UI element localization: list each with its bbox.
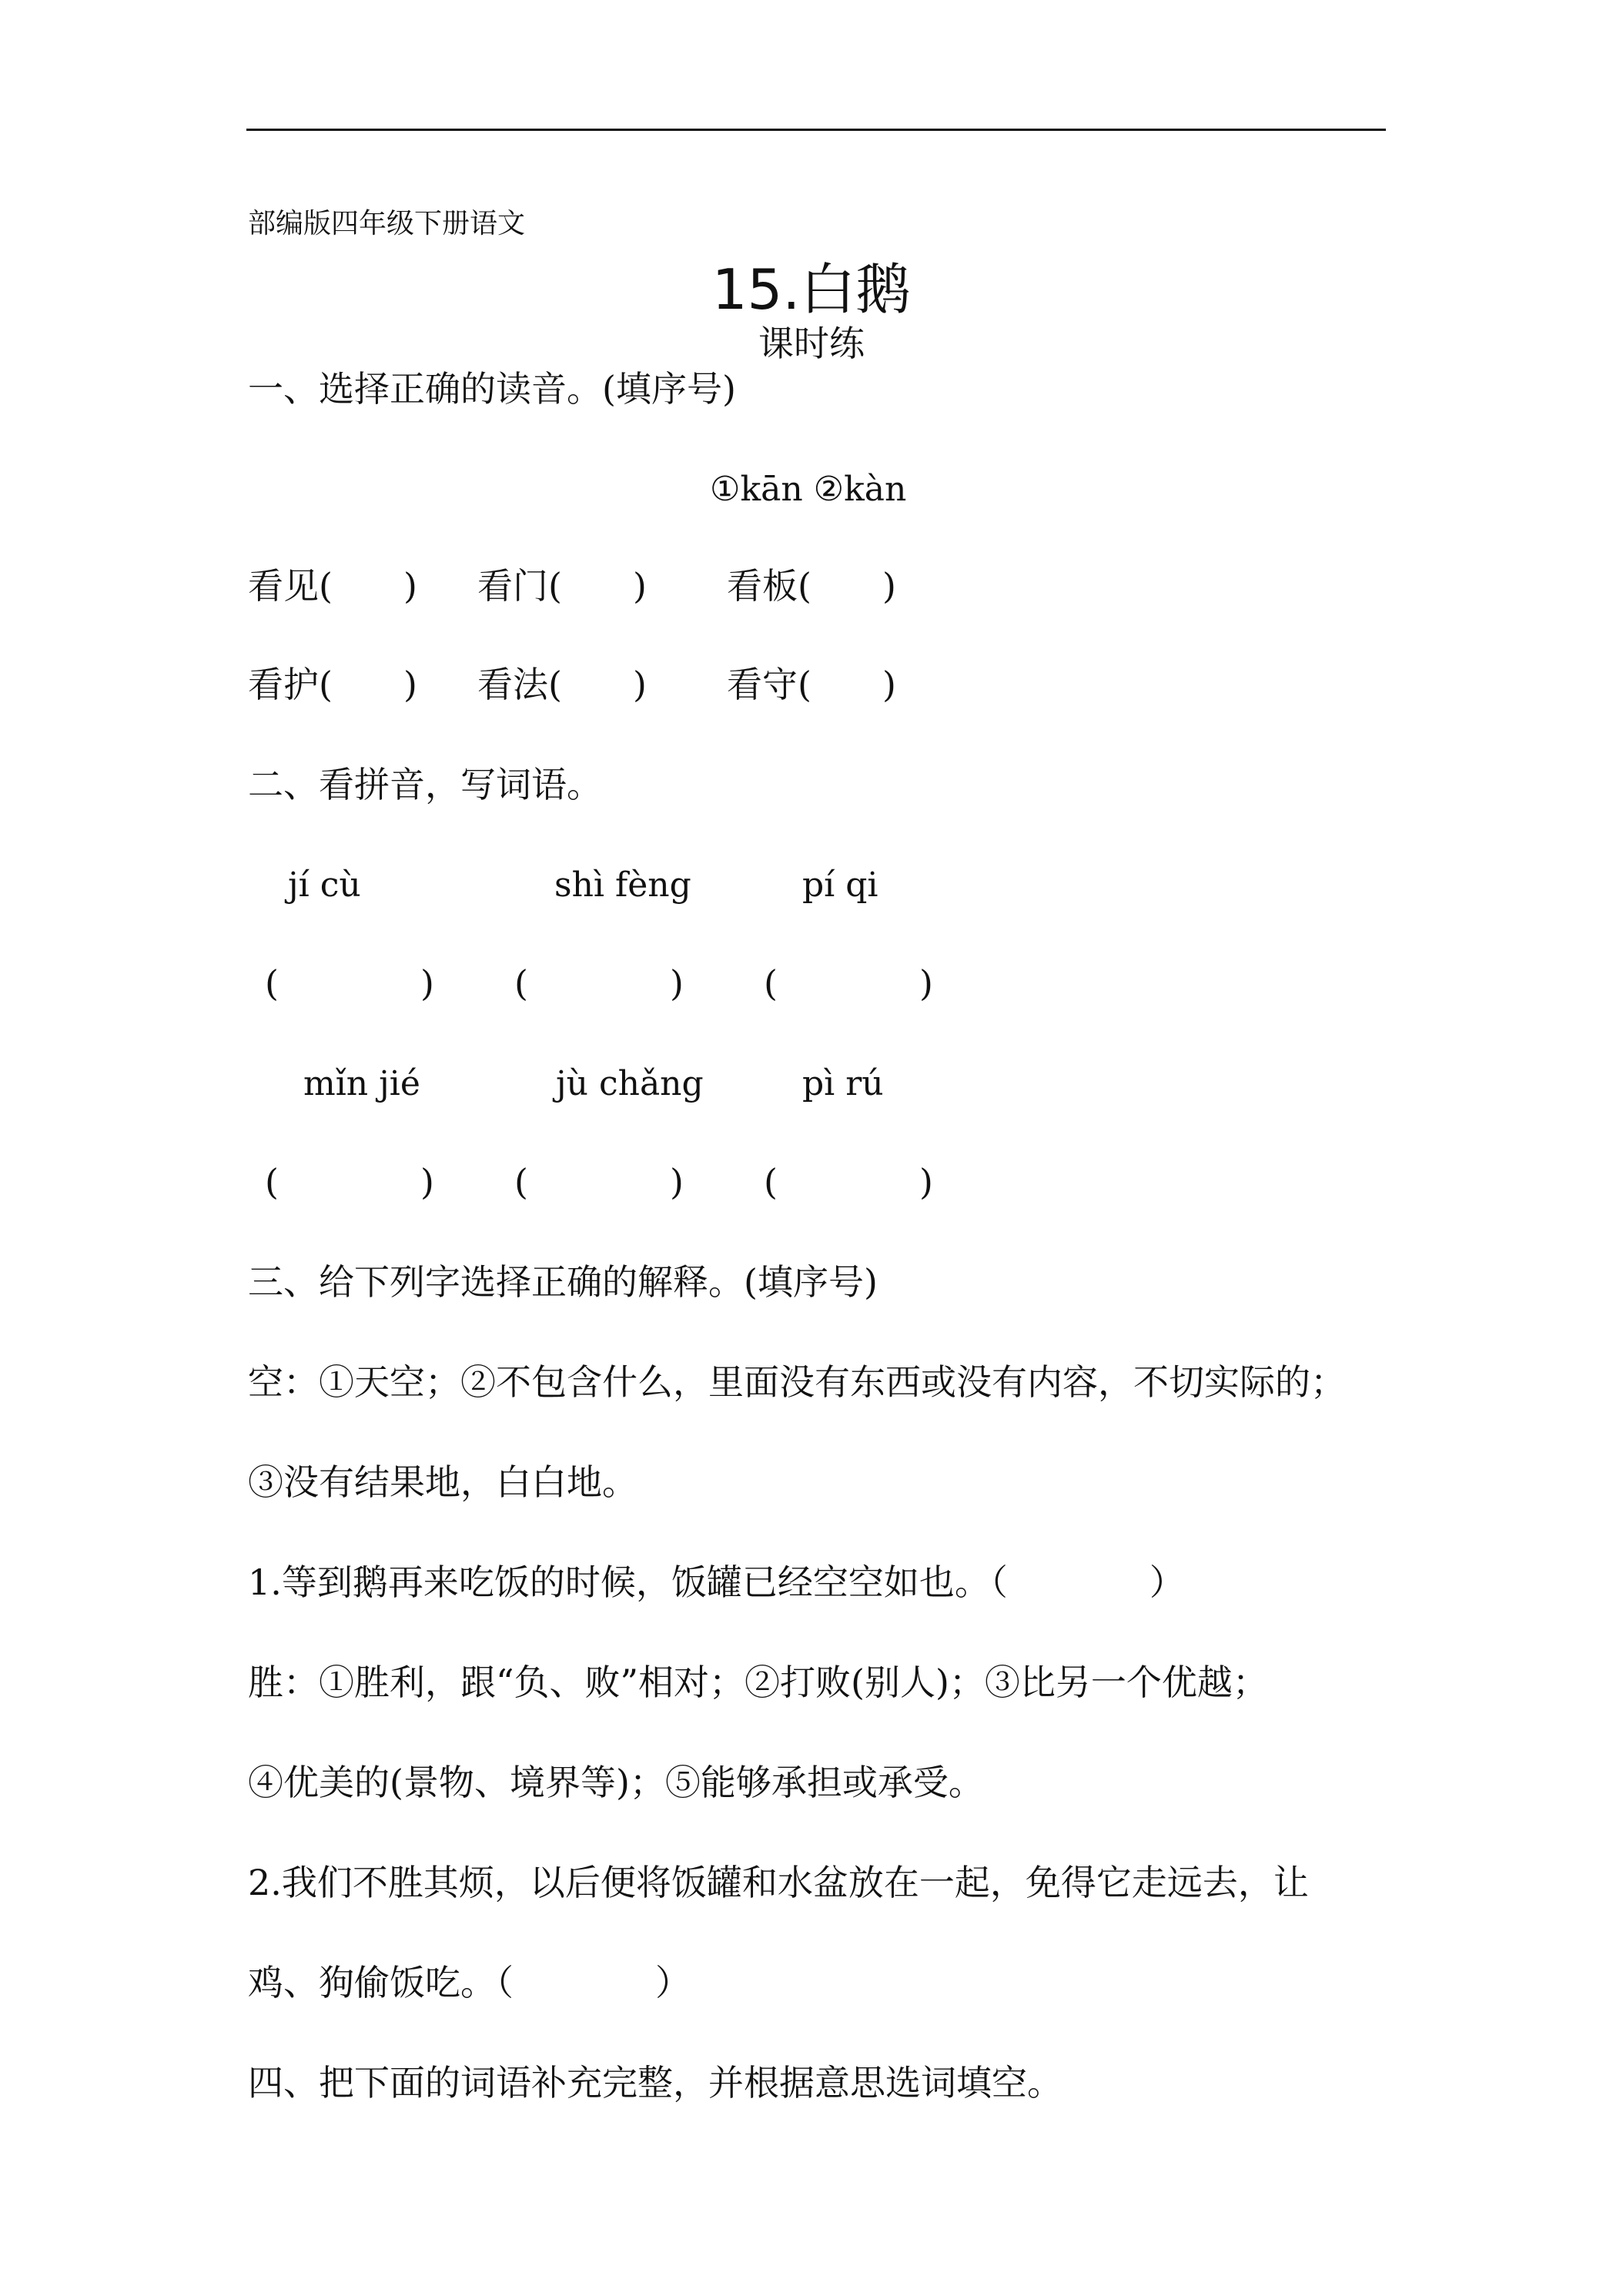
question-2-line2[interactable]: 鸡、狗偷饭吃。（ ） bbox=[248, 1962, 691, 2003]
kong-definition-line2: ③没有结果地，白白地。 bbox=[248, 1461, 637, 1503]
section1-heading: 一、选择正确的读音。(填序号) bbox=[248, 368, 736, 410]
pinyin-jicu: jí cù bbox=[288, 865, 361, 905]
blank-kanjian[interactable]: 看见( ) bbox=[248, 565, 417, 607]
lesson-title: 15.白鹅 bbox=[711, 257, 912, 322]
header-rule bbox=[246, 129, 1386, 131]
pinyin-juchang: jù chǎng bbox=[556, 1064, 704, 1103]
pronunciation-options: ①kān ②kàn bbox=[710, 470, 907, 509]
blank-kanmen[interactable]: 看门( ) bbox=[477, 565, 647, 607]
blank-kanban[interactable]: 看板( ) bbox=[727, 565, 896, 607]
question-1[interactable]: 1.等到鹅再来吃饭的时候，饭罐已经空空如也。（ ） bbox=[248, 1561, 1185, 1603]
blank-kanshou[interactable]: 看守( ) bbox=[727, 664, 896, 705]
section1-row2 bbox=[0, 664, 1623, 713]
write-blank-4[interactable]: ( ) bbox=[265, 1161, 434, 1203]
write-blank-5[interactable]: ( ) bbox=[514, 1161, 684, 1203]
sheng-definition-line1: 胜：①胜利，跟“负、败”相对；②打败(别人)；③比另一个优越； bbox=[248, 1662, 1268, 1703]
section1-row1 bbox=[0, 565, 1623, 614]
pinyin-piqi: pí qi bbox=[802, 865, 878, 905]
write-blank-2[interactable]: ( ) bbox=[514, 962, 684, 1004]
section4-heading: 四、把下面的词语补充完整，并根据意思选词填空。 bbox=[248, 2062, 1062, 2104]
pinyin-row2 bbox=[0, 1064, 1623, 1113]
section2-heading: 二、看拼音，写词语。 bbox=[248, 764, 602, 805]
pinyin-shifeng: shì fèng bbox=[554, 865, 691, 905]
write-blank-1[interactable]: ( ) bbox=[265, 962, 434, 1004]
lesson-subtitle: 课时练 bbox=[758, 323, 865, 364]
blank-row2 bbox=[0, 1161, 1623, 1210]
write-blank-6[interactable]: ( ) bbox=[764, 1161, 933, 1203]
question-2-line1: 2.我们不胜其烦，以后便将饭罐和水盆放在一起，免得它走远去，让 bbox=[248, 1862, 1309, 1903]
write-blank-3[interactable]: ( ) bbox=[764, 962, 933, 1004]
blank-kanfa[interactable]: 看法( ) bbox=[477, 664, 647, 705]
pinyin-row1 bbox=[0, 865, 1623, 915]
sheng-definition-line2: ④优美的(景物、境界等)；⑤能够承担或承受。 bbox=[248, 1762, 984, 1803]
section3-heading: 三、给下列字选择正确的解释。(填序号) bbox=[248, 1261, 878, 1303]
pinyin-piru: pì rú bbox=[802, 1064, 884, 1103]
pinyin-minjie: mǐn jié bbox=[303, 1064, 420, 1103]
blank-kanhu[interactable]: 看护( ) bbox=[248, 664, 417, 705]
blank-row1 bbox=[0, 962, 1623, 1012]
subject-label: 部编版四年级下册语文 bbox=[248, 208, 526, 239]
kong-definition-line1: 空：①天空；②不包含什么，里面没有东西或没有内容，不切实际的； bbox=[248, 1361, 1346, 1403]
